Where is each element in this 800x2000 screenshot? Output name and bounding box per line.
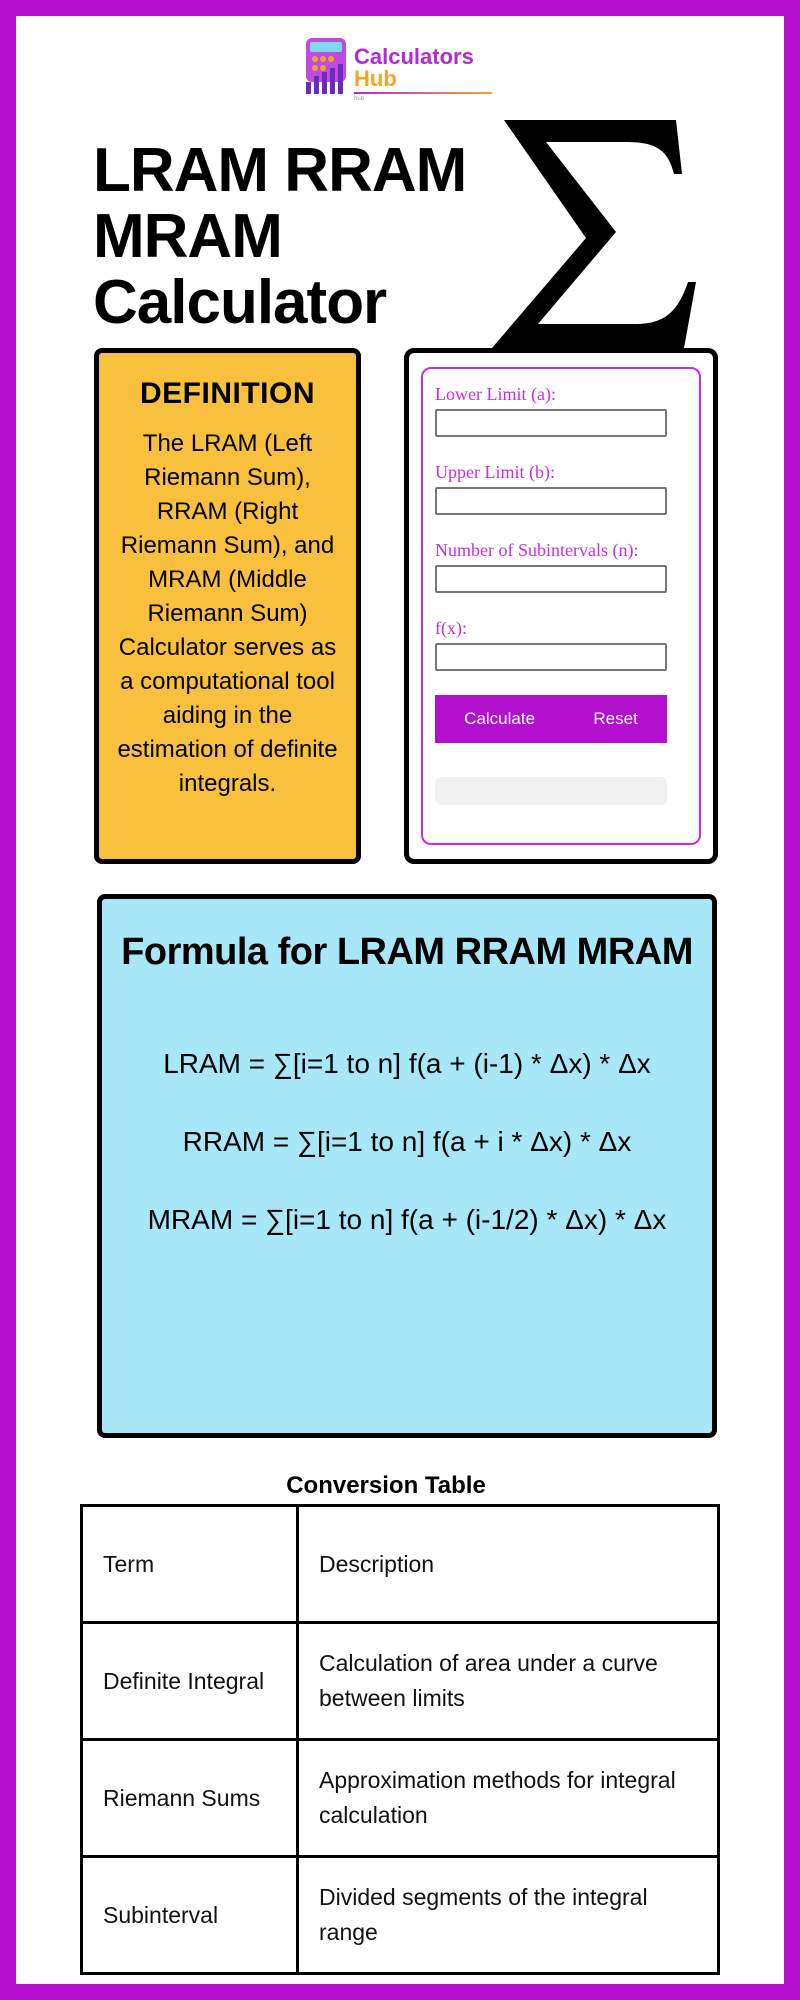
rram-formula: RRAM = ∑[i=1 to n] f(a + i * Δx) * Δx xyxy=(182,1126,632,1157)
table-cell: Riemann Sums xyxy=(82,1740,298,1857)
table-row xyxy=(82,1623,719,1740)
calculator-form xyxy=(421,367,701,845)
formula-list xyxy=(102,1044,712,1240)
definition-heading: DEFINITION xyxy=(140,377,315,410)
table-cell: Calculation of area under a curve between limits xyxy=(298,1623,719,1740)
table-cell: Subinterval xyxy=(82,1857,298,1974)
subintervals-label: Number of Subintervals (n): xyxy=(435,540,639,560)
table-cell: Definite Integral xyxy=(82,1623,298,1740)
table-title: Conversion Table xyxy=(286,1472,486,1499)
table-row xyxy=(82,1857,719,1974)
brand-tagline: hub xyxy=(354,96,365,102)
brand-underline xyxy=(354,92,492,94)
calculate-button[interactable]: Calculate xyxy=(454,703,545,735)
table-row xyxy=(82,1740,719,1857)
mram-formula: MRAM = ∑[i=1 to n] f(a + (i-1/2) * Δx) * Δx xyxy=(147,1204,667,1235)
table-header-row xyxy=(82,1506,719,1623)
reset-button[interactable]: Reset xyxy=(583,703,647,735)
button-bar xyxy=(435,695,667,743)
page xyxy=(16,16,784,1984)
calculator-logo-icon xyxy=(304,38,350,96)
table-cell: Term xyxy=(82,1506,298,1623)
page-title: LRAM RRAM MRAM Calculator xyxy=(93,136,467,337)
table-cell: Description xyxy=(298,1506,719,1623)
sigma-icon xyxy=(486,114,696,354)
brand-logo[interactable] xyxy=(304,38,504,108)
function-label: f(x): xyxy=(435,618,467,638)
table-cell: Divided segments of the integral range xyxy=(298,1857,719,1974)
formula-card xyxy=(97,894,717,1438)
lower-limit-input[interactable] xyxy=(435,409,667,437)
calculator-card xyxy=(404,348,718,864)
lram-formula: LRAM = ∑[i=1 to n] f(a + (i-1) * Δx) * Δx xyxy=(163,1048,651,1079)
lower-limit-label: Lower Limit (a): xyxy=(435,384,556,404)
result-output xyxy=(435,777,667,805)
brand-name-line2: Hub xyxy=(354,66,397,91)
subintervals-input[interactable] xyxy=(435,565,667,593)
upper-limit-label: Upper Limit (b): xyxy=(435,462,555,482)
table-cell: Approximation methods for integral calculation xyxy=(298,1740,719,1857)
definition-card xyxy=(94,348,361,864)
upper-limit-input[interactable] xyxy=(435,487,667,515)
brand-name-line1: Calculators xyxy=(354,44,474,69)
conversion-table xyxy=(80,1504,720,1975)
formula-heading: Formula for LRAM RRAM MRAM xyxy=(121,931,693,973)
function-input[interactable] xyxy=(435,643,667,671)
definition-text: The LRAM (Left Riemann Sum), RRAM (Right Riemann Sum), and MRAM (Middle Riemann Sum) Calculator serves as a computational tool aiding in the estimation of definite integrals. xyxy=(117,430,338,797)
